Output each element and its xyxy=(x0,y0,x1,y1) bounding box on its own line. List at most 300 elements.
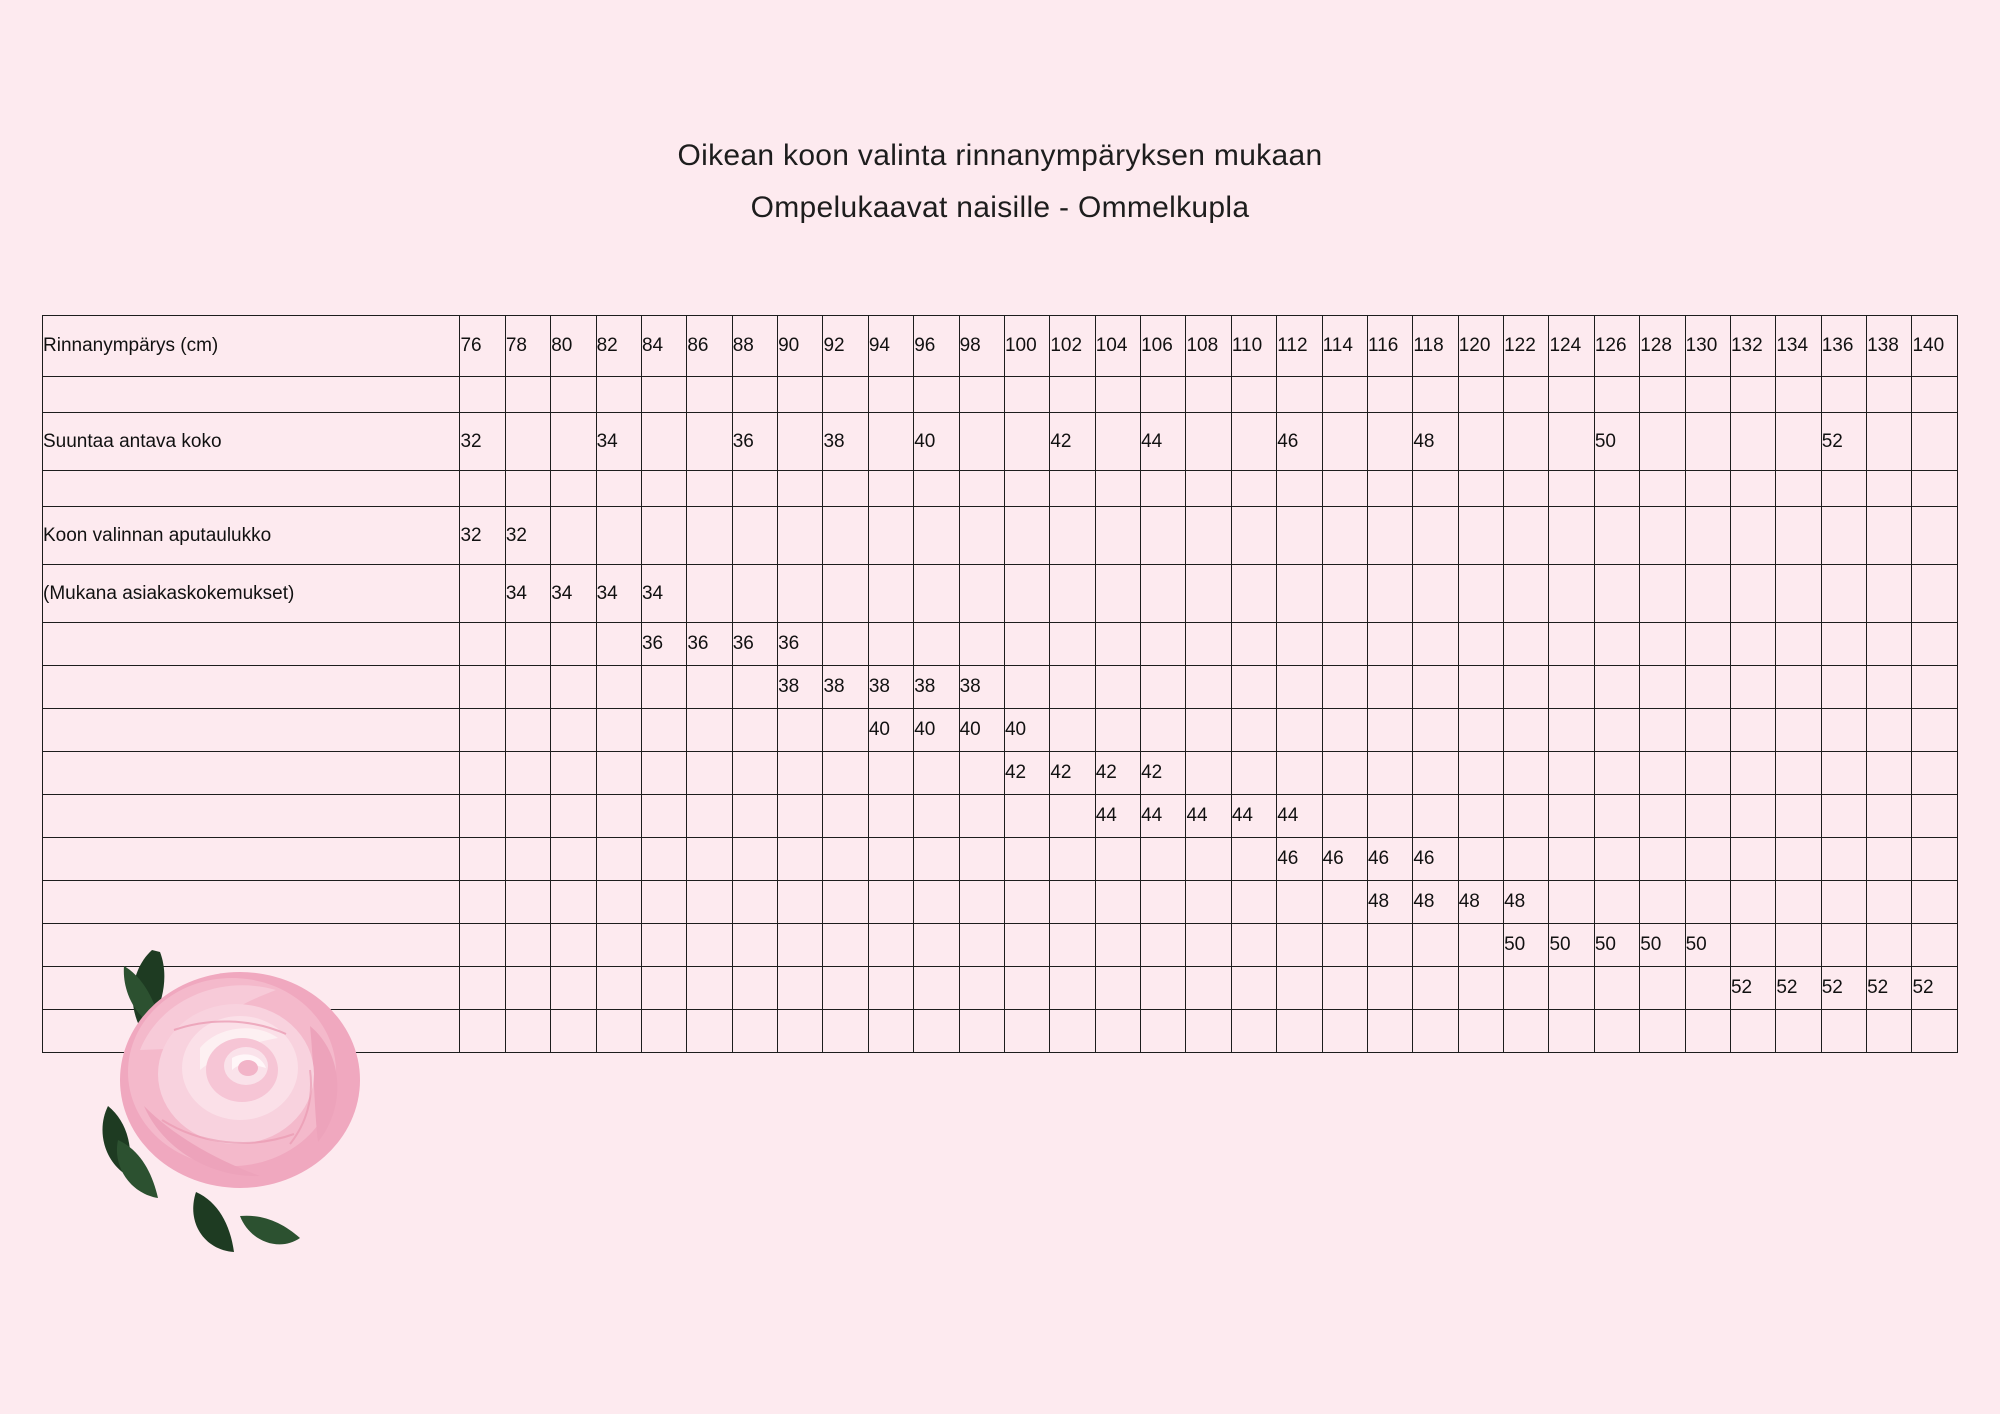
size-cell xyxy=(1776,752,1821,795)
size-cell xyxy=(1231,413,1276,471)
size-cell xyxy=(778,924,823,967)
size-cell xyxy=(1685,666,1730,709)
size-cell xyxy=(914,377,959,413)
size-cell xyxy=(778,838,823,881)
size-cell xyxy=(641,666,686,709)
size-cell xyxy=(914,507,959,565)
size-cell xyxy=(551,752,596,795)
size-cell xyxy=(1141,623,1186,666)
size-cell xyxy=(460,795,505,838)
size-cell xyxy=(868,507,913,565)
size-cell xyxy=(1141,507,1186,565)
bust-measure-cell: 120 xyxy=(1458,316,1503,377)
size-cell xyxy=(1413,666,1458,709)
size-cell xyxy=(868,752,913,795)
size-cell xyxy=(551,666,596,709)
size-cell xyxy=(959,471,1004,507)
size-cell xyxy=(1640,752,1685,795)
size-cell xyxy=(596,752,641,795)
size-cell: 48 xyxy=(1413,413,1458,471)
size-cell xyxy=(1367,507,1412,565)
size-cell xyxy=(1594,752,1639,795)
bust-measure-cell: 130 xyxy=(1685,316,1730,377)
size-cell xyxy=(460,666,505,709)
size-cell xyxy=(732,1010,777,1053)
size-cell xyxy=(1821,565,1866,623)
size-cell xyxy=(778,377,823,413)
size-cell xyxy=(1095,413,1140,471)
size-cell xyxy=(1322,795,1367,838)
size-cell xyxy=(1413,752,1458,795)
bust-measure-cell: 132 xyxy=(1730,316,1775,377)
bust-measure-cell: 102 xyxy=(1050,316,1095,377)
size-cell xyxy=(1413,1010,1458,1053)
size-cell: 34 xyxy=(596,565,641,623)
size-cell xyxy=(1095,881,1140,924)
size-cell xyxy=(1912,1010,1958,1053)
size-cell xyxy=(959,924,1004,967)
table-row xyxy=(43,377,1958,413)
table-row xyxy=(43,507,1958,565)
size-cell xyxy=(1231,623,1276,666)
size-cell xyxy=(1095,1010,1140,1053)
size-cell xyxy=(1730,881,1775,924)
size-cell xyxy=(1413,507,1458,565)
size-cell xyxy=(1322,413,1367,471)
size-cell: 42 xyxy=(1050,752,1095,795)
size-cell xyxy=(1504,967,1549,1010)
bust-measure-cell: 82 xyxy=(596,316,641,377)
size-cell xyxy=(505,924,550,967)
size-cell: 38 xyxy=(959,666,1004,709)
size-cell xyxy=(1504,666,1549,709)
size-cell: 44 xyxy=(1141,413,1186,471)
size-cell xyxy=(1095,924,1140,967)
bust-measure-cell: 134 xyxy=(1776,316,1821,377)
size-cell xyxy=(1594,666,1639,709)
size-cell xyxy=(1867,924,1912,967)
size-cell xyxy=(596,924,641,967)
size-cell xyxy=(1730,377,1775,413)
bust-measure-cell: 78 xyxy=(505,316,550,377)
title-line-1: Oikean koon valinta rinnanympäryksen mukaan xyxy=(677,139,1323,172)
size-cell xyxy=(1050,471,1095,507)
size-cell xyxy=(1141,838,1186,881)
size-cell xyxy=(1549,413,1594,471)
size-cell xyxy=(1322,752,1367,795)
size-cell xyxy=(460,838,505,881)
bust-measure-cell: 110 xyxy=(1231,316,1276,377)
size-cell xyxy=(505,752,550,795)
size-cell xyxy=(1322,967,1367,1010)
size-cell xyxy=(1277,1010,1322,1053)
size-cell xyxy=(1458,795,1503,838)
size-cell xyxy=(1867,413,1912,471)
size-cell: 34 xyxy=(551,565,596,623)
size-cell xyxy=(505,471,550,507)
size-cell xyxy=(1821,795,1866,838)
size-cell xyxy=(687,709,732,752)
size-cell xyxy=(1594,565,1639,623)
size-cell xyxy=(460,623,505,666)
size-cell xyxy=(1367,377,1412,413)
size-cell xyxy=(641,924,686,967)
size-chart-table xyxy=(42,315,1958,1053)
bust-measure-cell: 106 xyxy=(1141,316,1186,377)
size-cell: 36 xyxy=(778,623,823,666)
size-cell xyxy=(460,377,505,413)
bust-measure-cell: 94 xyxy=(868,316,913,377)
size-cell xyxy=(1186,924,1231,967)
size-cell xyxy=(1821,1010,1866,1053)
size-cell xyxy=(1367,709,1412,752)
size-cell xyxy=(1776,924,1821,967)
size-cell: 44 xyxy=(1231,795,1276,838)
size-cell xyxy=(505,1010,550,1053)
size-cell xyxy=(1231,709,1276,752)
size-cell xyxy=(1730,1010,1775,1053)
size-cell xyxy=(1277,565,1322,623)
size-cell xyxy=(1912,709,1958,752)
size-cell xyxy=(641,709,686,752)
size-cell xyxy=(1504,623,1549,666)
table-row xyxy=(43,967,1958,1010)
size-cell xyxy=(1367,565,1412,623)
size-cell xyxy=(1186,709,1231,752)
size-cell xyxy=(1186,623,1231,666)
size-cell xyxy=(1867,795,1912,838)
size-cell xyxy=(1050,666,1095,709)
size-cell xyxy=(687,413,732,471)
size-cell xyxy=(1004,838,1049,881)
size-cell xyxy=(460,1010,505,1053)
size-cell xyxy=(460,881,505,924)
size-cell xyxy=(1549,471,1594,507)
size-cell xyxy=(1821,924,1866,967)
size-cell: 52 xyxy=(1730,967,1775,1010)
size-cell xyxy=(551,413,596,471)
size-cell xyxy=(959,967,1004,1010)
size-cell xyxy=(732,924,777,967)
size-cell xyxy=(1004,377,1049,413)
size-cell xyxy=(1912,752,1958,795)
size-cell xyxy=(596,795,641,838)
size-cell xyxy=(1413,377,1458,413)
size-cell xyxy=(1867,881,1912,924)
row-label xyxy=(43,752,460,795)
size-cell xyxy=(1594,795,1639,838)
size-cell xyxy=(1685,709,1730,752)
size-cell xyxy=(1594,838,1639,881)
size-cell xyxy=(868,838,913,881)
size-cell xyxy=(778,967,823,1010)
size-cell xyxy=(1685,752,1730,795)
size-cell xyxy=(823,795,868,838)
bust-measure-cell: 116 xyxy=(1367,316,1412,377)
bust-measure-cell: 88 xyxy=(732,316,777,377)
bust-measure-cell: 104 xyxy=(1095,316,1140,377)
size-cell xyxy=(551,1010,596,1053)
size-cell xyxy=(1095,967,1140,1010)
size-cell xyxy=(914,565,959,623)
size-cell xyxy=(1367,967,1412,1010)
size-cell xyxy=(1685,1010,1730,1053)
size-cell xyxy=(1867,507,1912,565)
size-cell xyxy=(914,471,959,507)
size-cell: 36 xyxy=(732,623,777,666)
size-cell xyxy=(505,881,550,924)
size-cell xyxy=(1141,709,1186,752)
size-cell xyxy=(1095,666,1140,709)
size-cell xyxy=(1549,752,1594,795)
bust-measure-cell: 136 xyxy=(1821,316,1866,377)
row-label: (Mukana asiakaskokemukset) xyxy=(43,565,460,623)
size-cell xyxy=(823,623,868,666)
size-cell xyxy=(1867,752,1912,795)
size-cell xyxy=(1730,795,1775,838)
size-cell xyxy=(914,881,959,924)
size-cell: 42 xyxy=(1050,413,1095,471)
bust-measure-cell: 76 xyxy=(460,316,505,377)
size-cell xyxy=(596,838,641,881)
size-cell xyxy=(868,565,913,623)
size-cell xyxy=(1640,623,1685,666)
size-cell xyxy=(732,838,777,881)
size-cell xyxy=(551,377,596,413)
size-cell xyxy=(1458,967,1503,1010)
size-cell xyxy=(1277,377,1322,413)
size-cell xyxy=(959,623,1004,666)
size-cell xyxy=(505,838,550,881)
size-cell xyxy=(551,838,596,881)
size-cell xyxy=(1549,838,1594,881)
size-cell: 52 xyxy=(1821,413,1866,471)
size-cell xyxy=(1277,471,1322,507)
size-cell xyxy=(641,881,686,924)
size-cell xyxy=(1821,838,1866,881)
size-cell: 44 xyxy=(1141,795,1186,838)
size-cell xyxy=(778,413,823,471)
size-cell: 50 xyxy=(1594,924,1639,967)
size-cell xyxy=(1640,1010,1685,1053)
size-cell xyxy=(1549,967,1594,1010)
size-cell xyxy=(1004,881,1049,924)
size-cell xyxy=(1912,377,1958,413)
size-cell xyxy=(778,565,823,623)
size-cell xyxy=(1367,413,1412,471)
size-cell: 42 xyxy=(1095,752,1140,795)
size-cell xyxy=(1912,881,1958,924)
size-cell: 46 xyxy=(1413,838,1458,881)
size-cell: 40 xyxy=(914,709,959,752)
size-cell xyxy=(1231,924,1276,967)
size-cell xyxy=(1277,666,1322,709)
size-cell xyxy=(1821,377,1866,413)
size-cell xyxy=(596,377,641,413)
row-label xyxy=(43,967,460,1010)
size-cell xyxy=(1821,881,1866,924)
size-cell xyxy=(1776,471,1821,507)
size-cell xyxy=(1640,377,1685,413)
size-cell xyxy=(1776,413,1821,471)
size-cell xyxy=(732,666,777,709)
size-cell: 52 xyxy=(1776,967,1821,1010)
bust-measure-cell: 98 xyxy=(959,316,1004,377)
size-cell xyxy=(914,924,959,967)
size-cell: 48 xyxy=(1504,881,1549,924)
size-cell xyxy=(641,377,686,413)
size-cell xyxy=(823,967,868,1010)
size-cell xyxy=(641,413,686,471)
size-cell xyxy=(1776,881,1821,924)
size-cell xyxy=(1549,795,1594,838)
size-cell xyxy=(1095,377,1140,413)
table-row xyxy=(43,471,1958,507)
size-cell xyxy=(1912,413,1958,471)
size-cell xyxy=(959,565,1004,623)
size-cell: 50 xyxy=(1685,924,1730,967)
size-cell xyxy=(823,838,868,881)
size-cell xyxy=(1458,709,1503,752)
size-cell xyxy=(914,752,959,795)
size-cell xyxy=(732,471,777,507)
size-cell: 48 xyxy=(1413,881,1458,924)
size-cell: 36 xyxy=(687,623,732,666)
size-cell xyxy=(1186,377,1231,413)
size-cell: 52 xyxy=(1867,967,1912,1010)
bust-measure-cell: 92 xyxy=(823,316,868,377)
size-cell xyxy=(1186,838,1231,881)
size-cell xyxy=(460,565,505,623)
size-cell: 38 xyxy=(823,666,868,709)
size-cell xyxy=(1867,838,1912,881)
size-cell: 48 xyxy=(1367,881,1412,924)
size-cell xyxy=(1594,709,1639,752)
size-cell: 52 xyxy=(1912,967,1958,1010)
size-cell xyxy=(641,1010,686,1053)
size-cell xyxy=(1821,623,1866,666)
size-cell xyxy=(732,507,777,565)
size-cell xyxy=(460,967,505,1010)
size-cell xyxy=(460,471,505,507)
size-cell xyxy=(596,507,641,565)
size-cell xyxy=(732,709,777,752)
size-cell xyxy=(1095,507,1140,565)
size-cell xyxy=(959,413,1004,471)
size-cell xyxy=(596,881,641,924)
size-cell: 32 xyxy=(460,507,505,565)
size-cell xyxy=(1730,838,1775,881)
size-cell xyxy=(1004,623,1049,666)
size-cell xyxy=(823,377,868,413)
size-cell xyxy=(1141,377,1186,413)
size-cell xyxy=(1776,565,1821,623)
size-cell xyxy=(1504,413,1549,471)
bust-measure-cell: 108 xyxy=(1186,316,1231,377)
row-label: Rinnanympärys (cm) xyxy=(43,316,460,377)
size-cell xyxy=(1095,471,1140,507)
size-cell xyxy=(868,881,913,924)
size-cell xyxy=(1685,565,1730,623)
size-cell xyxy=(1640,709,1685,752)
size-cell xyxy=(505,666,550,709)
size-cell xyxy=(1912,795,1958,838)
size-cell xyxy=(1594,377,1639,413)
size-cell xyxy=(1277,967,1322,1010)
size-cell xyxy=(1776,709,1821,752)
size-cell: 40 xyxy=(868,709,913,752)
size-cell xyxy=(1640,795,1685,838)
size-cell xyxy=(1277,924,1322,967)
size-cell xyxy=(914,967,959,1010)
size-cell xyxy=(1458,666,1503,709)
size-cell xyxy=(1549,623,1594,666)
size-cell xyxy=(505,623,550,666)
size-cell xyxy=(1685,507,1730,565)
size-cell xyxy=(868,967,913,1010)
size-cell xyxy=(1050,565,1095,623)
size-cell xyxy=(1730,471,1775,507)
size-cell xyxy=(505,413,550,471)
size-cell xyxy=(868,623,913,666)
size-cell xyxy=(778,1010,823,1053)
size-cell xyxy=(460,709,505,752)
size-cell xyxy=(551,924,596,967)
size-cell xyxy=(551,623,596,666)
size-cell xyxy=(1776,507,1821,565)
size-cell xyxy=(1504,838,1549,881)
size-cell xyxy=(868,471,913,507)
size-cell xyxy=(596,666,641,709)
size-cell xyxy=(1776,795,1821,838)
size-cell: 40 xyxy=(959,709,1004,752)
table-row xyxy=(43,413,1958,471)
size-cell: 48 xyxy=(1458,881,1503,924)
size-cell xyxy=(1141,881,1186,924)
size-cell: 34 xyxy=(505,565,550,623)
size-cell xyxy=(1685,471,1730,507)
size-cell: 32 xyxy=(505,507,550,565)
size-cell xyxy=(868,795,913,838)
size-cell: 38 xyxy=(778,666,823,709)
size-cell: 40 xyxy=(914,413,959,471)
size-cell xyxy=(1413,795,1458,838)
size-cell xyxy=(687,1010,732,1053)
size-cell xyxy=(1730,666,1775,709)
size-cell xyxy=(1912,507,1958,565)
size-cell xyxy=(1050,795,1095,838)
size-cell xyxy=(1504,1010,1549,1053)
size-cell xyxy=(1549,1010,1594,1053)
size-cell xyxy=(551,709,596,752)
size-cell xyxy=(1186,881,1231,924)
size-cell xyxy=(1004,967,1049,1010)
row-label xyxy=(43,924,460,967)
size-cell: 42 xyxy=(1004,752,1049,795)
size-cell xyxy=(1730,709,1775,752)
bust-measure-cell: 112 xyxy=(1277,316,1322,377)
size-cell xyxy=(1640,507,1685,565)
size-cell xyxy=(1413,623,1458,666)
size-cell xyxy=(1594,471,1639,507)
size-cell xyxy=(641,471,686,507)
size-cell xyxy=(1004,565,1049,623)
size-cell xyxy=(1050,507,1095,565)
size-cell xyxy=(1549,709,1594,752)
size-cell xyxy=(1549,377,1594,413)
size-cell xyxy=(1322,623,1367,666)
size-cell xyxy=(551,471,596,507)
